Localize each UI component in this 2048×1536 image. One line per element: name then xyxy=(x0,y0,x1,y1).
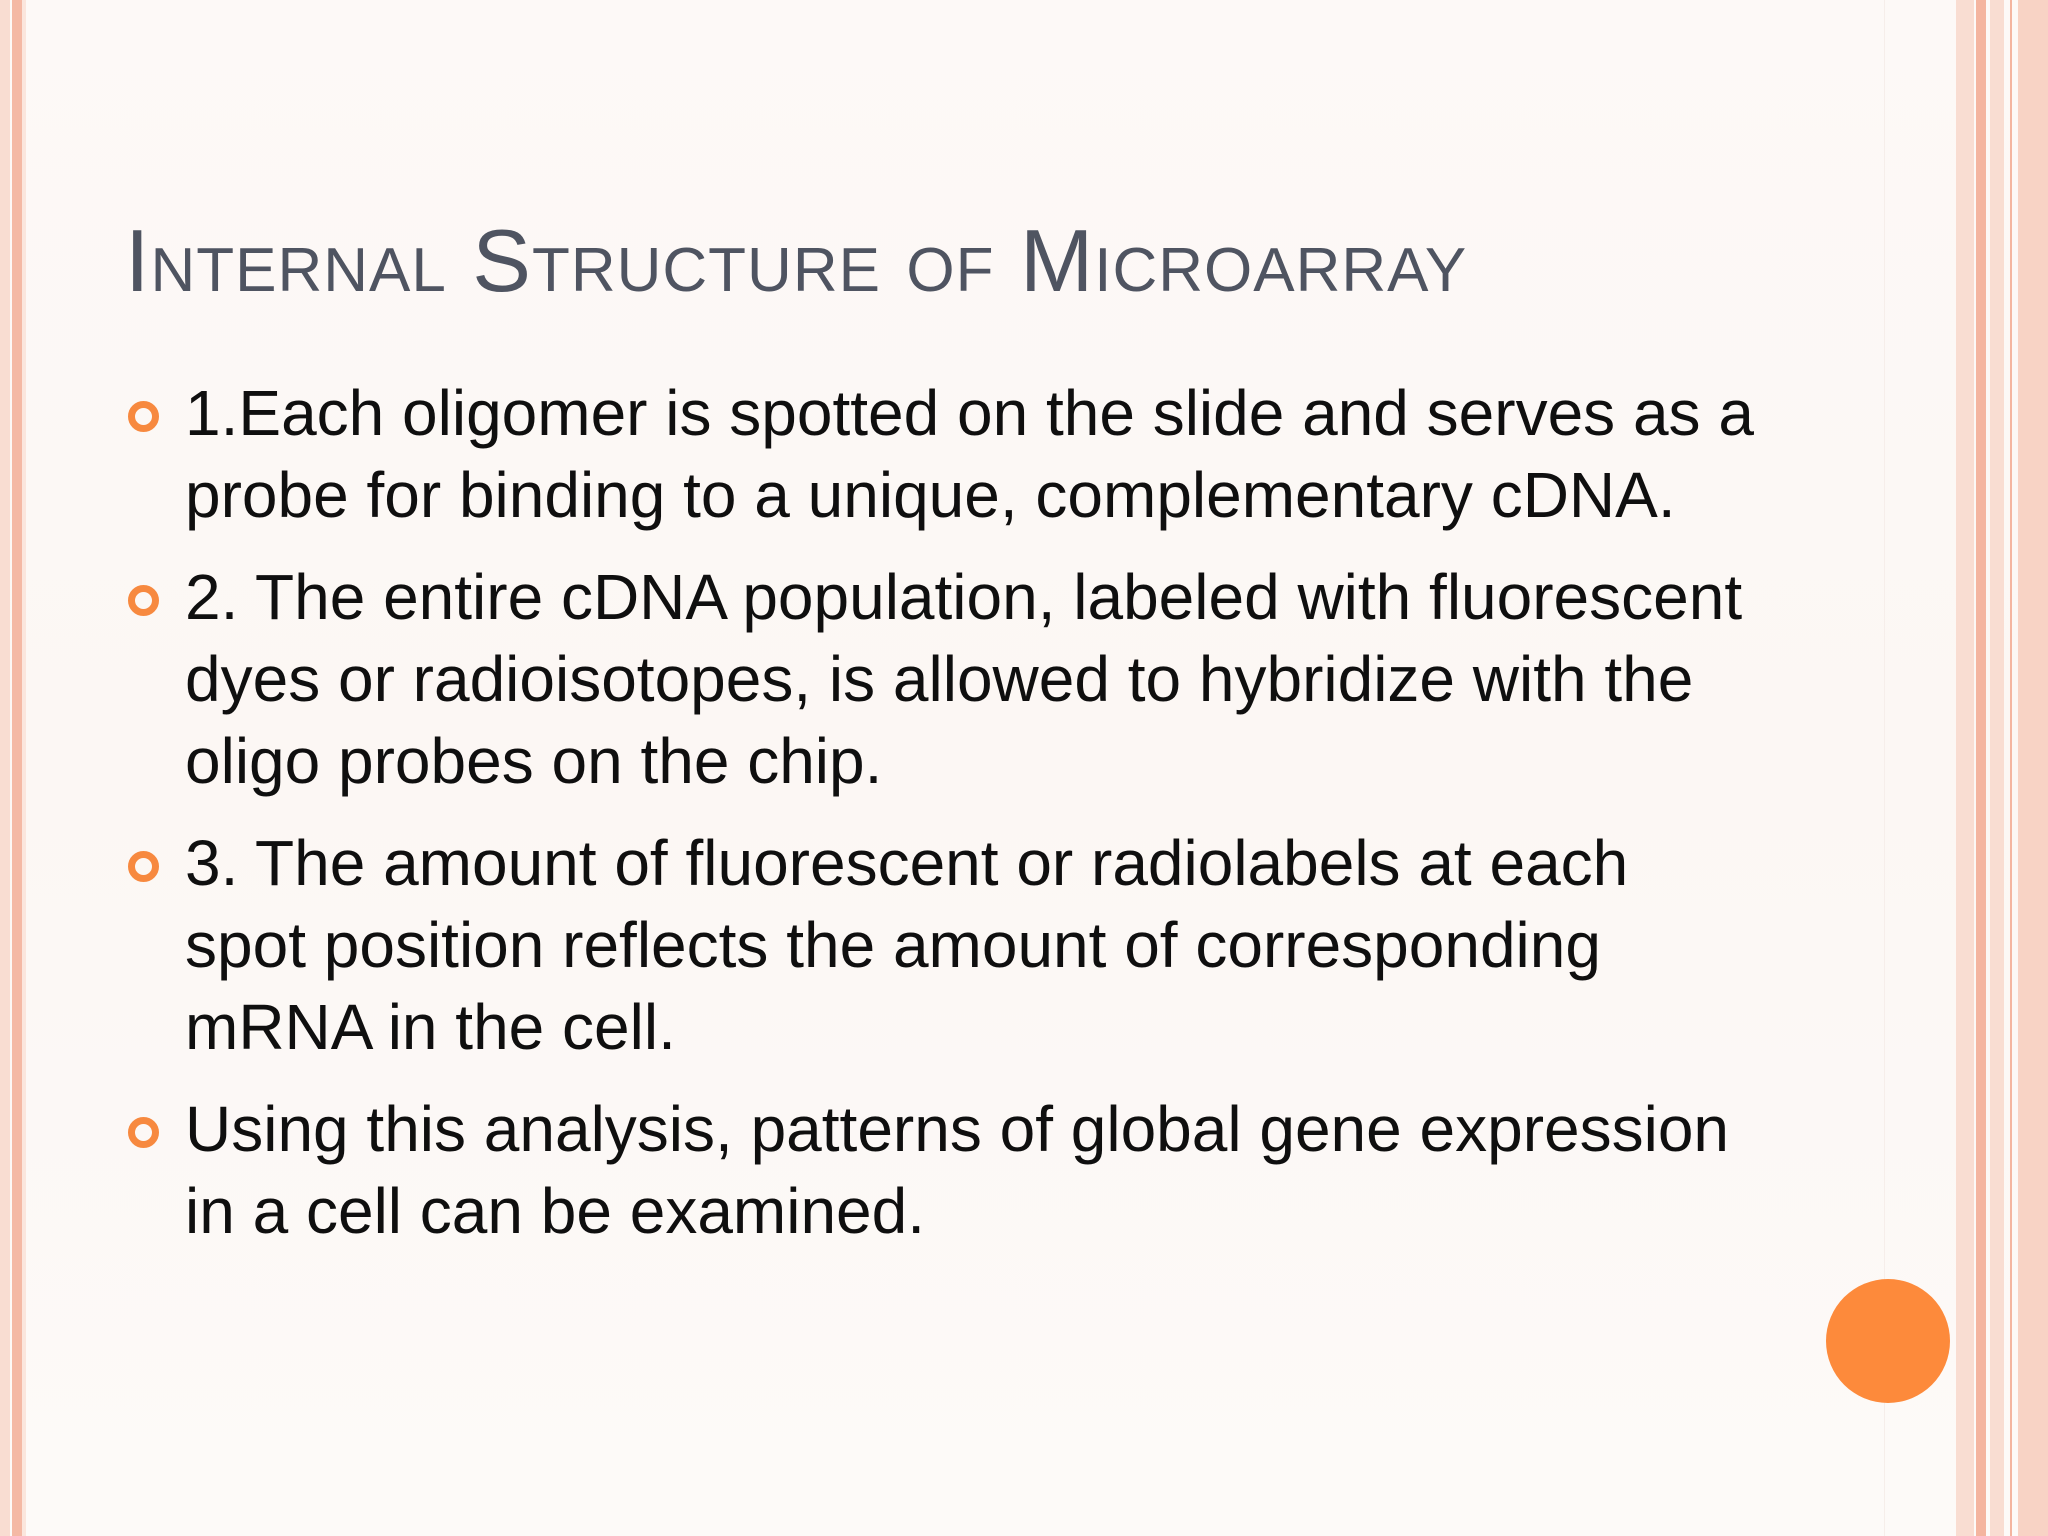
bullet-text: 2. The entire cDNA population, labeled with fluorescent dyes or radioisotopes, is allowed to hybridize with the oligo probes on the chip. xyxy=(185,561,1743,797)
bullet-text: 3. The amount of fluorescent or radiolabels at each spot position reflects the amount of corresponding mRNA in the cell. xyxy=(185,827,1629,1063)
right-border-stripe xyxy=(1990,0,2004,1536)
right-border-stripe xyxy=(2018,0,2048,1536)
left-border-stripe xyxy=(12,0,22,1536)
decorative-circle-icon xyxy=(1826,1279,1950,1403)
right-border-stripe xyxy=(1956,0,1974,1536)
hollow-circle-bullet-icon xyxy=(128,851,159,882)
hollow-circle-bullet-icon xyxy=(128,585,159,616)
bullet-text: 1.Each oligomer is spotted on the slide and serves as a probe for binding to a unique, complementary cDNA. xyxy=(185,377,1754,531)
bullet-text: Using this analysis, patterns of global gene expression in a cell can be examined. xyxy=(185,1093,1729,1247)
right-border-stripe xyxy=(2010,0,2012,1536)
left-border-stripe xyxy=(22,0,26,1536)
bullet-item xyxy=(125,1088,1765,1252)
bullet-list xyxy=(125,372,1765,1272)
slide-title: Internal Structure of Microarray xyxy=(125,211,1468,310)
bullet-item xyxy=(125,822,1765,1068)
bullet-item xyxy=(125,372,1765,536)
left-border-stripe xyxy=(0,0,10,1536)
hollow-circle-bullet-icon xyxy=(128,401,159,432)
right-border-stripe xyxy=(1976,0,1986,1536)
hollow-circle-bullet-icon xyxy=(128,1117,159,1148)
bullet-item xyxy=(125,556,1765,802)
